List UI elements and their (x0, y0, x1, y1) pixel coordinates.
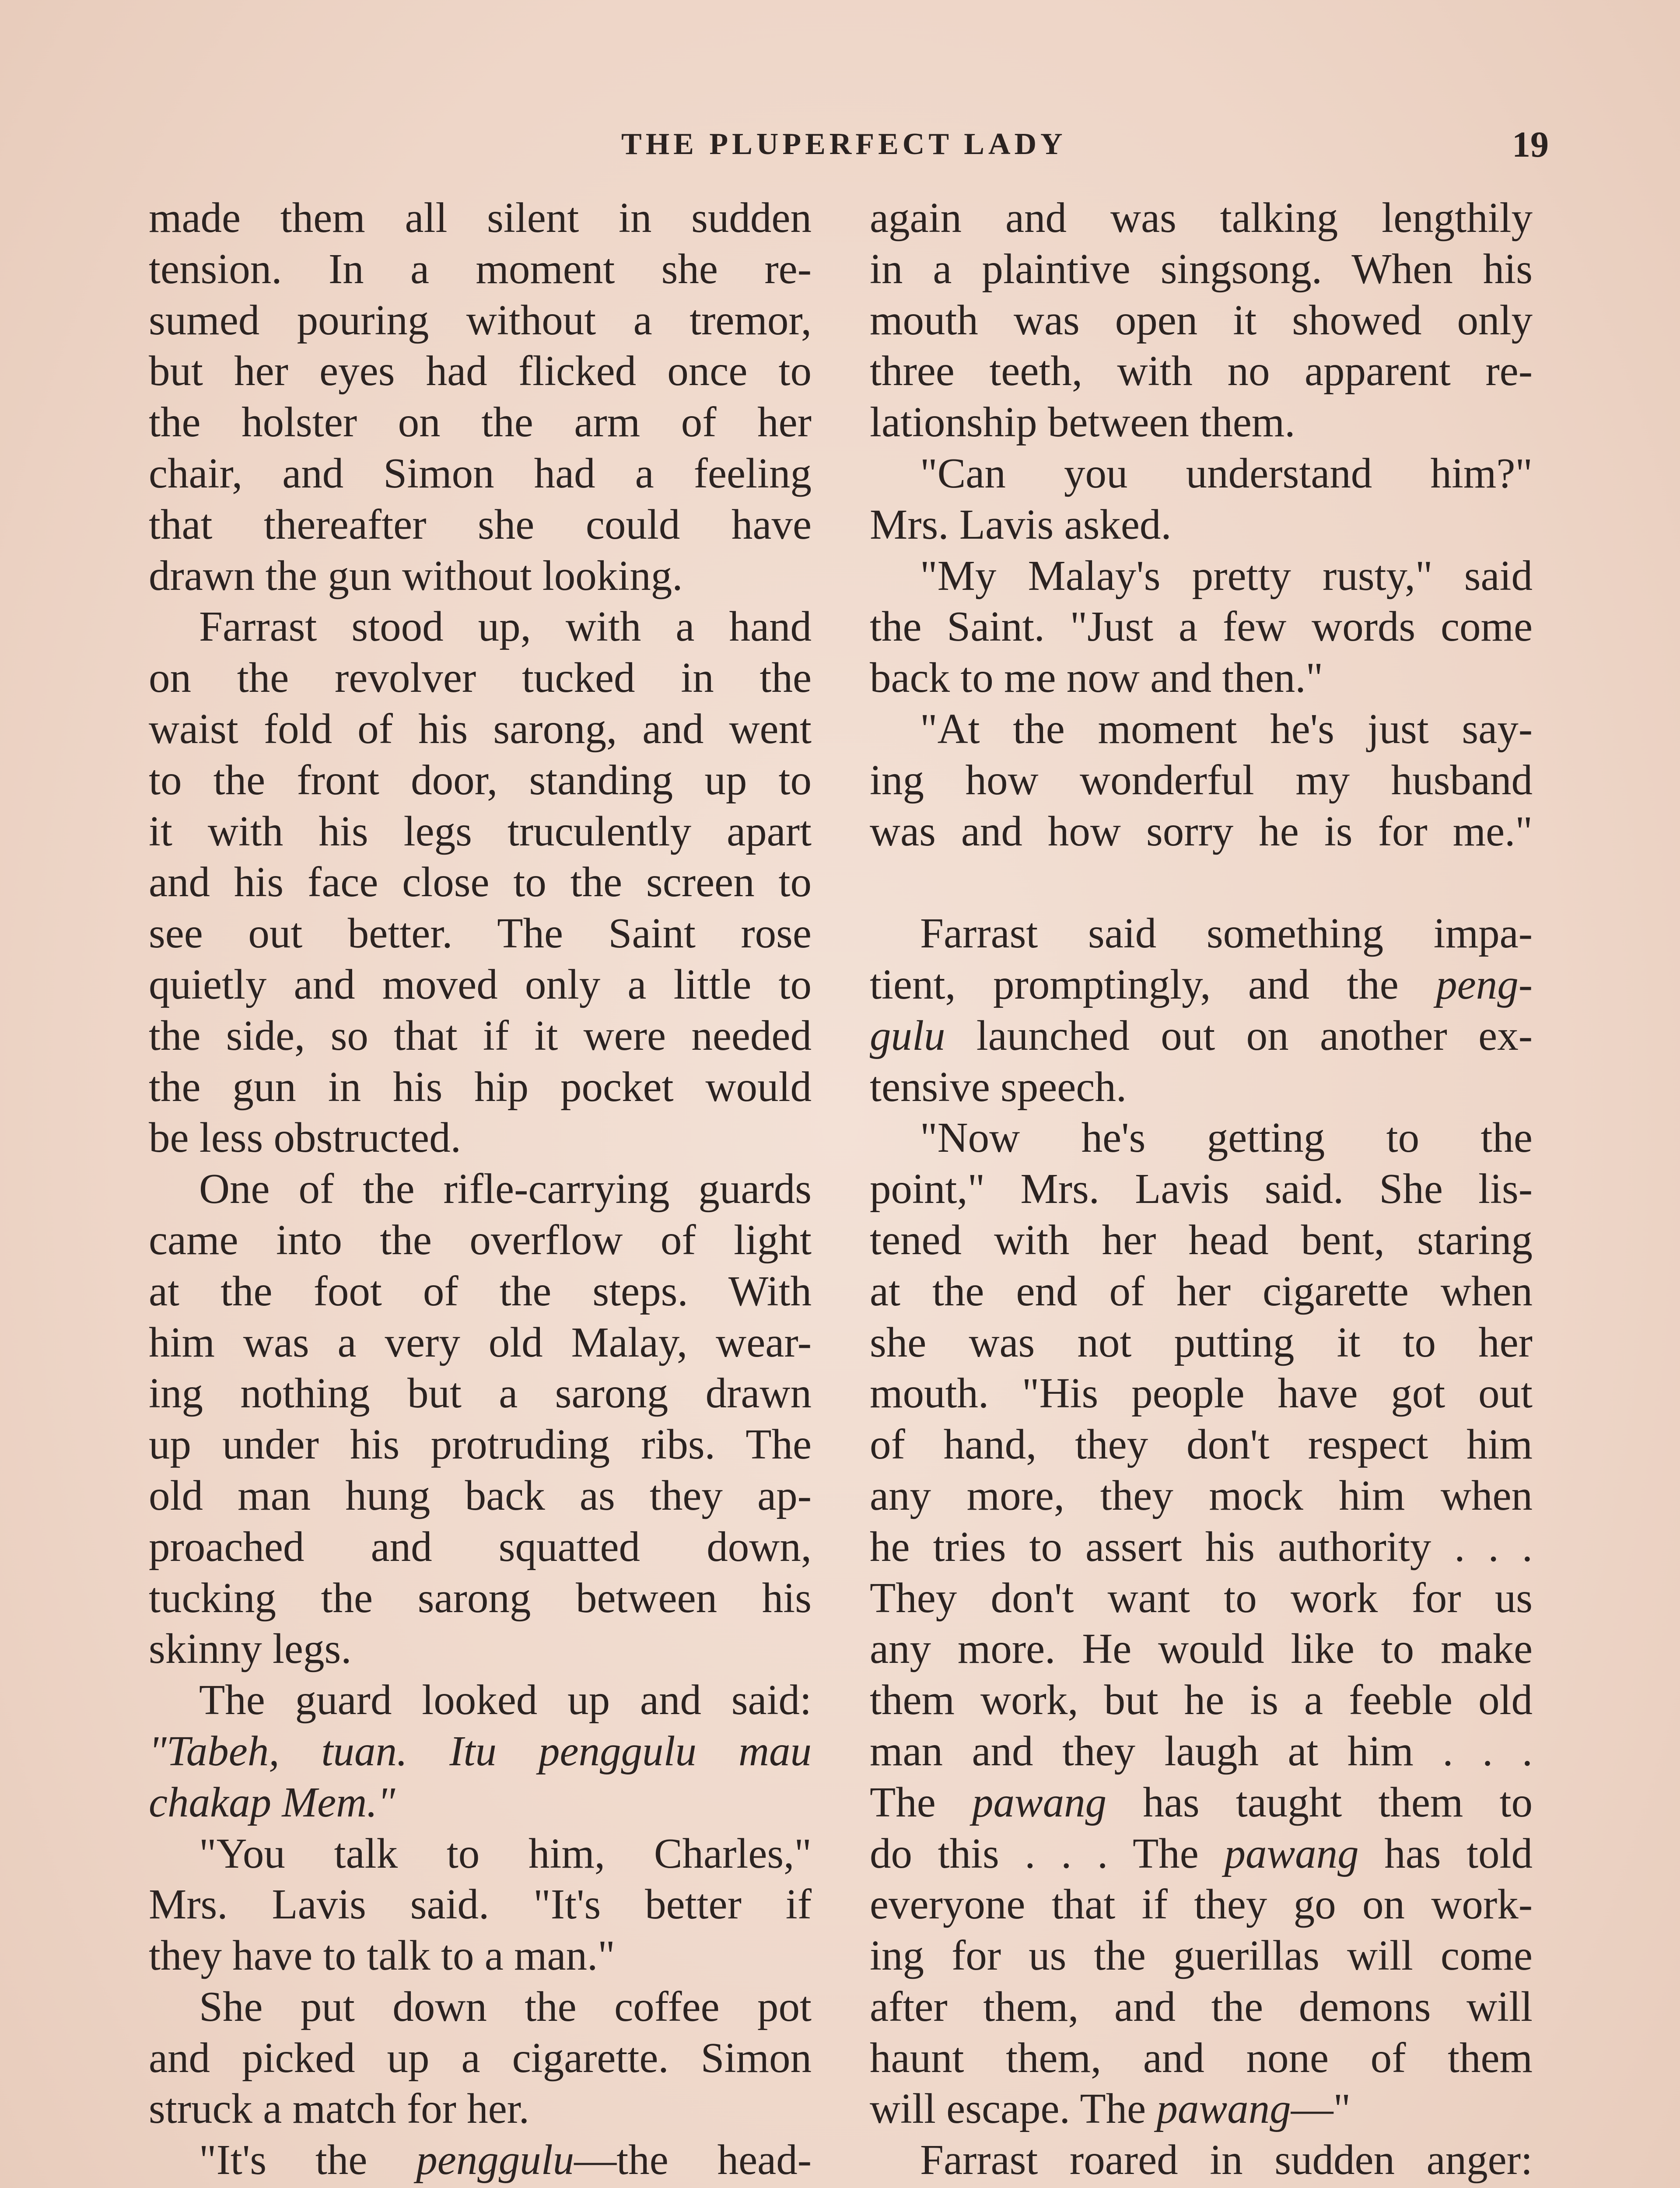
right-column-line: back to me now and then." (870, 654, 1323, 701)
right-column-line: of hand, they don't respect him (870, 1421, 1533, 1468)
left-column-line: drawn the gun without looking. (149, 552, 683, 599)
right-column-line: at the end of her cigarette when (870, 1267, 1533, 1315)
right-column-line: They don't want to work for us (870, 1574, 1533, 1621)
right-column-line: ing how wonderful my husband (870, 756, 1533, 803)
right-column-line: mouth. "His people have got out (870, 1370, 1533, 1417)
left-column-line: ing nothing but a sarong drawn (149, 1370, 812, 1417)
left-column-line: and his face close to the screen to (149, 859, 812, 906)
left-column-line: made them all silent in sudden (149, 194, 812, 241)
right-column-line: man and they laugh at him . . . (870, 1727, 1533, 1774)
left-column-line: and picked up a cigarette. Simon (149, 2034, 812, 2081)
right-column-line: again and was talking lengthily (870, 194, 1533, 241)
right-column-line: after them, and the demons will (870, 1983, 1533, 2030)
right-column-line: he tries to assert his authority . . . (870, 1523, 1533, 1570)
left-column-line: to the front door, standing up to (149, 756, 812, 803)
left-column-line: they have to talk to a man." (149, 1932, 615, 1979)
left-column-line: him was a very old Malay, wear- (149, 1318, 812, 1366)
right-text-column (870, 193, 1533, 2188)
right-column-line: haunt them, and none of them (870, 2034, 1533, 2081)
left-column-line: tension. In a moment she re- (149, 245, 812, 292)
right-column-line: Farrast roared in sudden anger: (920, 2136, 1533, 2184)
left-column-line: "You talk to him, Charles," (199, 1830, 812, 1877)
right-column-line (870, 2186, 1533, 2188)
page-number: 19 (1512, 124, 1549, 165)
right-column-line: will escape. The pawang—" (870, 2085, 1351, 2132)
left-column-line: The guard looked up and said: (199, 1676, 812, 1724)
left-column-line: waist fold of his sarong, and went (149, 705, 812, 752)
left-column-line (149, 2186, 812, 2188)
left-column-line: tucking the sarong between his (149, 1574, 812, 1621)
left-column-line: up under his protruding ribs. The (149, 1421, 812, 1468)
right-column-line: "Now he's getting to the (920, 1114, 1533, 1161)
right-column-line: everyone that if they go on work- (870, 1881, 1533, 1928)
right-column-line: tensive speech. (870, 1063, 1127, 1110)
left-column-line: chair, and Simon had a feeling (149, 449, 812, 497)
left-column-line: that thereafter she could have (149, 501, 812, 548)
right-column-line: gulu launched out on another ex- (870, 1012, 1533, 1059)
right-column-line: tened with her head bent, staring (870, 1216, 1533, 1263)
right-column-line: point," Mrs. Lavis said. She lis- (870, 1165, 1533, 1213)
right-column-line: in a plaintive singsong. When his (870, 245, 1533, 292)
left-column-line: chakap Mem." (149, 1778, 396, 1826)
left-column-line: see out better. The Saint rose (149, 910, 812, 957)
right-column-line: lationship between them. (870, 399, 1295, 446)
right-column-line: any more. He would like to make (870, 1625, 1533, 1673)
left-column-line: "It's the penggulu—the head- (199, 2136, 812, 2184)
left-column-line: the holster on the arm of her (149, 399, 812, 446)
left-column-line: She put down the coffee pot (199, 1983, 812, 2030)
right-column-line: "At the moment he's just say- (920, 705, 1533, 752)
right-column-line: any more, they mock him when (870, 1472, 1533, 1519)
left-column-line: but her eyes had flicked once to (149, 347, 812, 395)
left-column-line: proached and squatted down, (149, 1523, 812, 1570)
right-column-line: tient, promptingly, and the peng- (870, 961, 1533, 1008)
left-text-column (149, 193, 812, 2188)
right-column-line: do this . . . The pawang has told (870, 1830, 1533, 1877)
left-column-line: at the foot of the steps. With (149, 1267, 812, 1315)
right-column-line: she was not putting it to her (870, 1318, 1533, 1366)
left-column-line: Mrs. Lavis said. "It's better if (149, 1881, 812, 1928)
left-column-line: be less obstructed. (149, 1114, 461, 1161)
left-column-line: old man hung back as they ap- (149, 1472, 812, 1519)
right-column-line: The pawang has taught them to (870, 1778, 1533, 1826)
left-column-line: the side, so that if it were needed (149, 1012, 812, 1059)
left-column-line: on the revolver tucked in the (149, 654, 812, 701)
left-column-line: came into the overflow of light (149, 1216, 812, 1263)
left-column-line: One of the rifle-carrying guards (199, 1165, 812, 1213)
left-column-line: struck a match for her. (149, 2085, 529, 2132)
right-column-line: "Can you understand him?" (920, 449, 1533, 497)
right-column-line: was and how sorry he is for me." (870, 807, 1533, 855)
left-column-line: Farrast stood up, with a hand (199, 603, 812, 650)
right-column-line: mouth was open it showed only (870, 296, 1533, 344)
right-column-line: "My Malay's pretty rusty," said (920, 552, 1533, 599)
right-column-line: ing for us the guerillas will come (870, 1932, 1533, 1979)
right-column-line: them work, but he is a feeble old (870, 1676, 1533, 1724)
left-column-line: sumed pouring without a tremor, (149, 296, 812, 344)
right-column-line: Farrast said something impa- (920, 910, 1533, 957)
right-column-line: Mrs. Lavis asked. (870, 501, 1172, 548)
left-column-line: quietly and moved only a little to (149, 961, 812, 1008)
right-column-line: the Saint. "Just a few words come (870, 603, 1533, 650)
right-column-line: three teeth, with no apparent re- (870, 347, 1533, 395)
left-column-line: skinny legs. (149, 1625, 352, 1673)
left-column-line: it with his legs truculently apart (149, 807, 812, 855)
running-title: THE PLUPERFECT LADY (621, 127, 1067, 161)
running-head (149, 124, 1549, 175)
right-column-line (870, 857, 1533, 908)
left-column-line: "Tabeh, tuan. Itu penggulu mau (149, 1727, 812, 1774)
left-column-line: the gun in his hip pocket would (149, 1063, 812, 1110)
